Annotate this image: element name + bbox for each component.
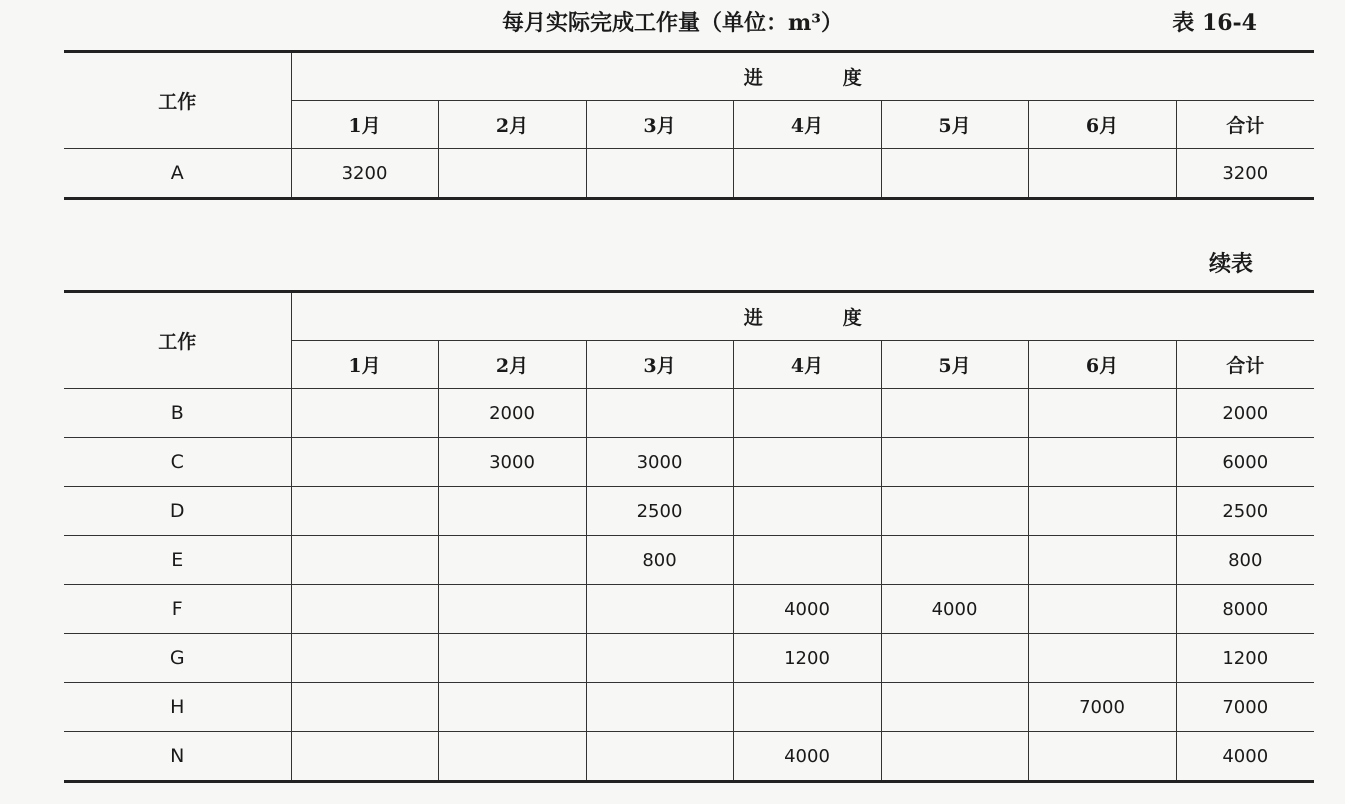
month-cell xyxy=(438,683,586,732)
header-month-6: 6月 xyxy=(1028,101,1176,149)
month-cell xyxy=(733,487,881,536)
month-cell: 7000 xyxy=(1028,683,1176,732)
total-cell: 1200 xyxy=(1176,634,1314,683)
total-cell: 2000 xyxy=(1176,389,1314,438)
month-cell xyxy=(1028,634,1176,683)
table-row xyxy=(64,634,1314,683)
month-cell xyxy=(733,536,881,585)
month-cell: 4000 xyxy=(881,585,1028,634)
header-month-5: 5月 xyxy=(881,341,1028,389)
month-cell xyxy=(438,634,586,683)
month-cell: 3000 xyxy=(586,438,733,487)
header-progress: 进度 xyxy=(291,292,1314,341)
month-cell xyxy=(1028,389,1176,438)
month-cell xyxy=(438,487,586,536)
month-cell xyxy=(881,438,1028,487)
table-row xyxy=(64,536,1314,585)
continued-label: 续表 xyxy=(1208,251,1253,277)
header-total: 合计 xyxy=(1176,341,1314,389)
month-cell xyxy=(586,149,733,199)
month-cell: 2000 xyxy=(438,389,586,438)
table-number: 表 16-4 xyxy=(1172,10,1257,36)
work-name-cell: H xyxy=(64,683,291,732)
month-cell xyxy=(881,149,1028,199)
month-cell xyxy=(881,389,1028,438)
month-cell xyxy=(291,389,438,438)
header-month-3: 3月 xyxy=(586,341,733,389)
table-row xyxy=(64,389,1314,438)
header-month-4: 4月 xyxy=(733,101,881,149)
month-cell xyxy=(291,634,438,683)
table-row xyxy=(64,438,1314,487)
header-month-3: 3月 xyxy=(586,101,733,149)
month-cell xyxy=(291,438,438,487)
work-name-cell: G xyxy=(64,634,291,683)
work-name-cell: B xyxy=(64,389,291,438)
header-work: 工作 xyxy=(64,52,291,149)
work-table-1 xyxy=(64,50,1314,200)
month-cell xyxy=(291,683,438,732)
month-cell xyxy=(438,536,586,585)
table-row xyxy=(64,487,1314,536)
total-cell: 4000 xyxy=(1176,732,1314,782)
month-cell: 4000 xyxy=(733,732,881,782)
header-month-4: 4月 xyxy=(733,341,881,389)
header-month-2: 2月 xyxy=(438,101,586,149)
month-cell xyxy=(1028,149,1176,199)
month-cell xyxy=(733,683,881,732)
work-name-cell: A xyxy=(64,149,291,199)
month-cell xyxy=(733,389,881,438)
month-cell xyxy=(881,683,1028,732)
month-cell xyxy=(291,487,438,536)
table-row xyxy=(64,149,1314,199)
work-name-cell: E xyxy=(64,536,291,585)
table-row xyxy=(64,585,1314,634)
total-cell: 8000 xyxy=(1176,585,1314,634)
month-cell xyxy=(586,585,733,634)
month-cell xyxy=(1028,438,1176,487)
month-cell xyxy=(1028,732,1176,782)
table-row xyxy=(64,732,1314,782)
month-cell xyxy=(586,389,733,438)
total-cell: 800 xyxy=(1176,536,1314,585)
table-title: 每月实际完成工作量（单位：m³） xyxy=(502,10,843,36)
table-row xyxy=(64,683,1314,732)
work-name-cell: N xyxy=(64,732,291,782)
month-cell xyxy=(881,634,1028,683)
header-month-2: 2月 xyxy=(438,341,586,389)
month-cell xyxy=(881,732,1028,782)
month-cell xyxy=(291,585,438,634)
header-month-1: 1月 xyxy=(291,101,438,149)
work-name-cell: D xyxy=(64,487,291,536)
month-cell xyxy=(733,149,881,199)
month-cell: 800 xyxy=(586,536,733,585)
total-cell: 6000 xyxy=(1176,438,1314,487)
month-cell xyxy=(733,438,881,487)
month-cell: 1200 xyxy=(733,634,881,683)
month-cell xyxy=(881,536,1028,585)
month-cell xyxy=(291,732,438,782)
month-cell xyxy=(881,487,1028,536)
month-cell: 4000 xyxy=(733,585,881,634)
header-total: 合计 xyxy=(1176,101,1314,149)
month-cell xyxy=(586,683,733,732)
month-cell xyxy=(1028,585,1176,634)
month-cell: 2500 xyxy=(586,487,733,536)
month-cell xyxy=(1028,487,1176,536)
header-month-6: 6月 xyxy=(1028,341,1176,389)
month-cell: 3200 xyxy=(291,149,438,199)
month-cell xyxy=(1028,536,1176,585)
month-cell xyxy=(438,149,586,199)
month-cell xyxy=(438,732,586,782)
month-cell xyxy=(438,585,586,634)
total-cell: 7000 xyxy=(1176,683,1314,732)
month-cell xyxy=(586,634,733,683)
work-name-cell: C xyxy=(64,438,291,487)
month-cell xyxy=(291,536,438,585)
header-month-5: 5月 xyxy=(881,101,1028,149)
work-table-2 xyxy=(64,290,1314,783)
total-cell: 2500 xyxy=(1176,487,1314,536)
month-cell: 3000 xyxy=(438,438,586,487)
month-cell xyxy=(586,732,733,782)
work-name-cell: F xyxy=(64,585,291,634)
header-work: 工作 xyxy=(64,292,291,389)
total-cell: 3200 xyxy=(1176,149,1314,199)
header-progress: 进度 xyxy=(291,52,1314,101)
header-month-1: 1月 xyxy=(291,341,438,389)
